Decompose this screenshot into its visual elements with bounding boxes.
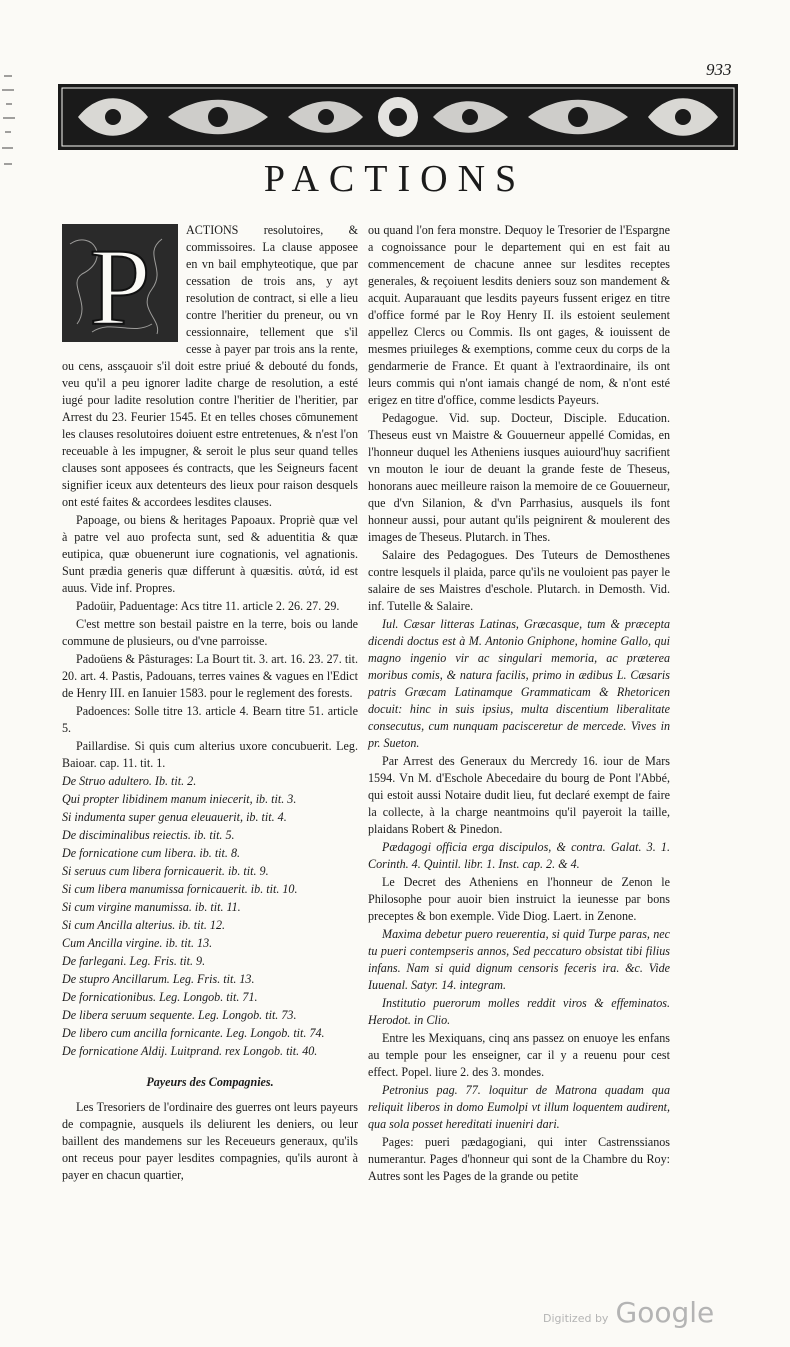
paragraph: Pages: pueri pædagogiani, qui inter Castrenssianos numerantur. Pages d'honneur qui sont de la Chambre du Roy: Autres sont les Pages de la grande ou petite — [368, 1135, 670, 1183]
paragraph: Par Arrest des Generaux du Mercredy 16. iour de Mars 1594. Vn M. d'Eschole Abecedaire du bourg de Pont l'Abbé, qui estoit aussi Notaire dudit lieu, fut declaré exempt de faire la collecte, à la charge neantmoins qu'il payeroit la taille, plaidans Robert & Pinedon. — [368, 754, 670, 836]
paragraph: C'est mettre son bestail paistre en la terre, bois ou lande commune de plusieurs, ou d'vne parroisse. — [62, 617, 358, 648]
list-item: De fornicatione Aldij. Luitprand. rex Longob. tit. 40. — [62, 1044, 318, 1058]
paragraph: ou quand l'on fera monstre. Dequoy le Tresorier de l'Espargne a cognoissance pour le departement qui en est fait au commencement de chacune annee sur lesdites receptes generales, & reçoiuent lesdits deniers souz son mandement & acquit. Auparauant que lesdits payeurs fussent erigez en titre d'office formé par le Roy Henry II. ils estoient seulement appellez Clercs ou Commis. Ils ont gages, & iouissent de mesmes priuileges & exemptions, comme ceux du corps de la gendarmerie de France. Et quant à l'extraordinaire, ils ont leurs commis qui n'ont iamais changé de nom, & n'ont esté erigez en titre d'office, comme lesdicts Payeurs. — [368, 223, 670, 407]
dropcap-letter: P — [89, 226, 151, 342]
google-logo: Google — [615, 1296, 715, 1329]
list-item: De fornicationibus. Leg. Longob. tit. 71. — [62, 990, 258, 1004]
list-item: Si cum virgine manumissa. ib. tit. 11. — [62, 900, 241, 914]
paragraph: Petronius pag. 77. loquitur de Matrona quadam qua reliquit liberos in domo Eumolpi vt illum loquentem audirent, qua sola posset hereditati inueniri dari. — [368, 1083, 670, 1131]
paragraph: Maxima debetur puero reuerentia, si quid Turpe paras, nec tu pueri contempseris annos, Sed peccaturo obsistat tibi filius infans. Nam si quid dignum censoris feceris ira. &c. Vide Iuuenal. Satyr. 14. integram. — [368, 927, 670, 992]
paragraph: Paillardise. Si quis cum alterius uxore concubuerit. Leg. Baioar. cap. 11. tit. 1. — [62, 739, 358, 770]
right-column — [368, 222, 670, 1186]
paragraph: Salaire des Pedagogues. Des Tuteurs de Demosthenes contre lesquels il plaida, parce qu'ils ne vouloient pas payer le salaire de ses Maistres d'eschole. Plutarch. in Demosth. Vid. inf. Tutelle & Salaire. — [368, 548, 670, 613]
list-item: De disciminalibus reiectis. ib. tit. 5. — [62, 828, 235, 842]
page-title: PACTIONS — [263, 158, 527, 200]
list-item: Si cum libera manumissa fornicauerit. ib. tit. 10. — [62, 882, 298, 896]
list-item: Cum Ancilla virgine. ib. tit. 13. — [62, 936, 213, 950]
list-item: Si cum Ancilla alterius. ib. tit. 12. — [62, 918, 226, 932]
page-number: 933 — [706, 60, 732, 79]
list-item: De libero cum ancilla fornicante. Leg. Longob. tit. 74. — [62, 1026, 325, 1040]
dropcap — [62, 224, 178, 342]
list-item: De Struo adultero. Ib. tit. 2. — [62, 774, 197, 788]
paragraph: Padoüir, Paduentage: Acs titre 11. article 2. 26. 27. 29. — [76, 599, 340, 613]
list-item: De stupro Ancillarum. Leg. Fris. tit. 13. — [62, 972, 255, 986]
list-item: De libera seruum sequente. Leg. Longob. tit. 73. — [62, 1008, 297, 1022]
paragraph: Le Decret des Atheniens en l'honneur de Zenon le Philosophe pour auoir bien instruict la ieunesse par bons preceptes & bon exemple. Vide Diog. Laert. in Zenone. — [368, 875, 670, 923]
paragraph: Les Tresoriers de l'ordinaire des guerres ont leurs payeurs de compagnie, ausquels ils deliurent les deniers, ou leur baillent des mandemens sur les Receueurs generaux, qu'ils ont receus pour payer lesdites compagnies, qu'ils auront à payer en chacun quartier, — [62, 1100, 358, 1182]
paragraph: Iul. Cæsar litteras Latinas, Græcasque, tum & præcepta dicendi doctus est à M. Antonio Gniphone, homine Gallo, qui magno ingenio vir ac singulari memoria, ac præterea moribus comis, & natura facilis, primo in ædibus L. Cæsaris patris Græcam Latinamque Grammaticam & Rhetoricen docuit: hinc in suis ipsius, multa discentium liberalitate consecutus, cum nunquam pacisceretur de mercede. Vives in pr. Sueton. — [368, 617, 670, 750]
list-item: De fornicatione cum libera. ib. tit. 8. — [62, 846, 241, 860]
paragraph: Padoüens & Pâsturages: La Bourt tit. 3. art. 16. 23. 27. tit. 20. art. 4. Pastis, Padouans, terres vaines & vagues en l'Edict de Henry III. en Ianuier 1583. pour le reglement des forests. — [62, 652, 358, 700]
list-item: De farlegani. Leg. Fris. tit. 9. — [62, 954, 206, 968]
paragraph: Institutio puerorum molles reddit viros & effeminatos. Herodot. in Clio. — [368, 996, 670, 1027]
digitized-watermark — [543, 1296, 714, 1329]
left-column — [62, 222, 358, 1185]
paragraph: Entre les Mexiquans, cinq ans passez on enuoye les enfans au temple pour les enseigner, car il y a reuenu pour cest effect. Popel. liure 2. des 3. mondes. — [368, 1031, 670, 1079]
decorative-header-ornament — [58, 84, 738, 150]
paragraph: Padoences: Solle titre 13. article 4. Bearn titre 51. article 5. — [62, 704, 358, 735]
list-item: Qui propter libidinem manum iniecerit, ib. tit. 3. — [62, 792, 297, 806]
paragraph: Pædagogi officia erga discipulos, & contra. Galat. 3. 1. Corinth. 4. Quintil. libr. 1. Inst. cap. 2. & 4. — [368, 840, 670, 871]
list-item: Si indumenta super genua eleuauerit, ib. tit. 4. — [62, 810, 287, 824]
paragraph: Papoage, ou biens & heritages Papoaux. Propriè quæ vel à patre vel auo profecta sunt, sed & aduentitia & quæ eutipica, quæ obuenerunt iure cognationis, vel agnationis. Sunt prædia generis quæ differunt à quæsitis. αὐτά, id est auus. Vide inf. Propres. — [62, 513, 358, 595]
list-item: Si seruus cum libera fornicauerit. ib. tit. 9. — [62, 864, 269, 878]
latin-list — [62, 773, 358, 1060]
paragraph: Pedagogue. Vid. sup. Docteur, Disciple. Education. Theseus eust vn Maistre & Gouuerneur appellé Comidas, en l'honneur duquel les Atheniens iusques auiourd'huy sacrifient vn mouton le iour de deuant la grande feste de Theseus, honorans auec meilleure raison la memoire de ce Gouuerneur, que d'vn Silanion, & d'vn Parrhasius, ausquels ils font honneur aussi, pour autant qu'ils peignirent & moulerent des images de Theseus. Plutarch. in Thes. — [368, 411, 670, 544]
watermark-prefix: Digitized by — [543, 1312, 609, 1325]
section-heading: Payeurs des Compagnies. — [146, 1075, 274, 1089]
paragraph: ACTIONS resolutoires, & commissoires. La clause apposee en vn bail emphyteotique, que par cessation de trois ans, y ayt resolution de contract, si elle a lieu contre l'heritier du preneur, ou vn cessionnaire, tellement que s'il cesse à payer par trois ans la rente, ou cens, assçauoir s'il doit estre priué & debouté du fonds, veu qu'il a peu ignorer ladite charge de resolution, a esté iugé pour ladite resolution contre l'heritier de l'heritier, par Arrest du 23. Feurier 1545. Et en telles choses cōmunement les clauses resolutoires doiuent estre entretenues, & n'est l'on receuable à les impugner, & seroit le plus seur quand telles clauses sont apposees és contracts, que les Seigneurs facent signifier iceux aux detenteurs des lieux pour raison desquels ont esté faites & accordees lesdites clauses. — [62, 223, 358, 509]
